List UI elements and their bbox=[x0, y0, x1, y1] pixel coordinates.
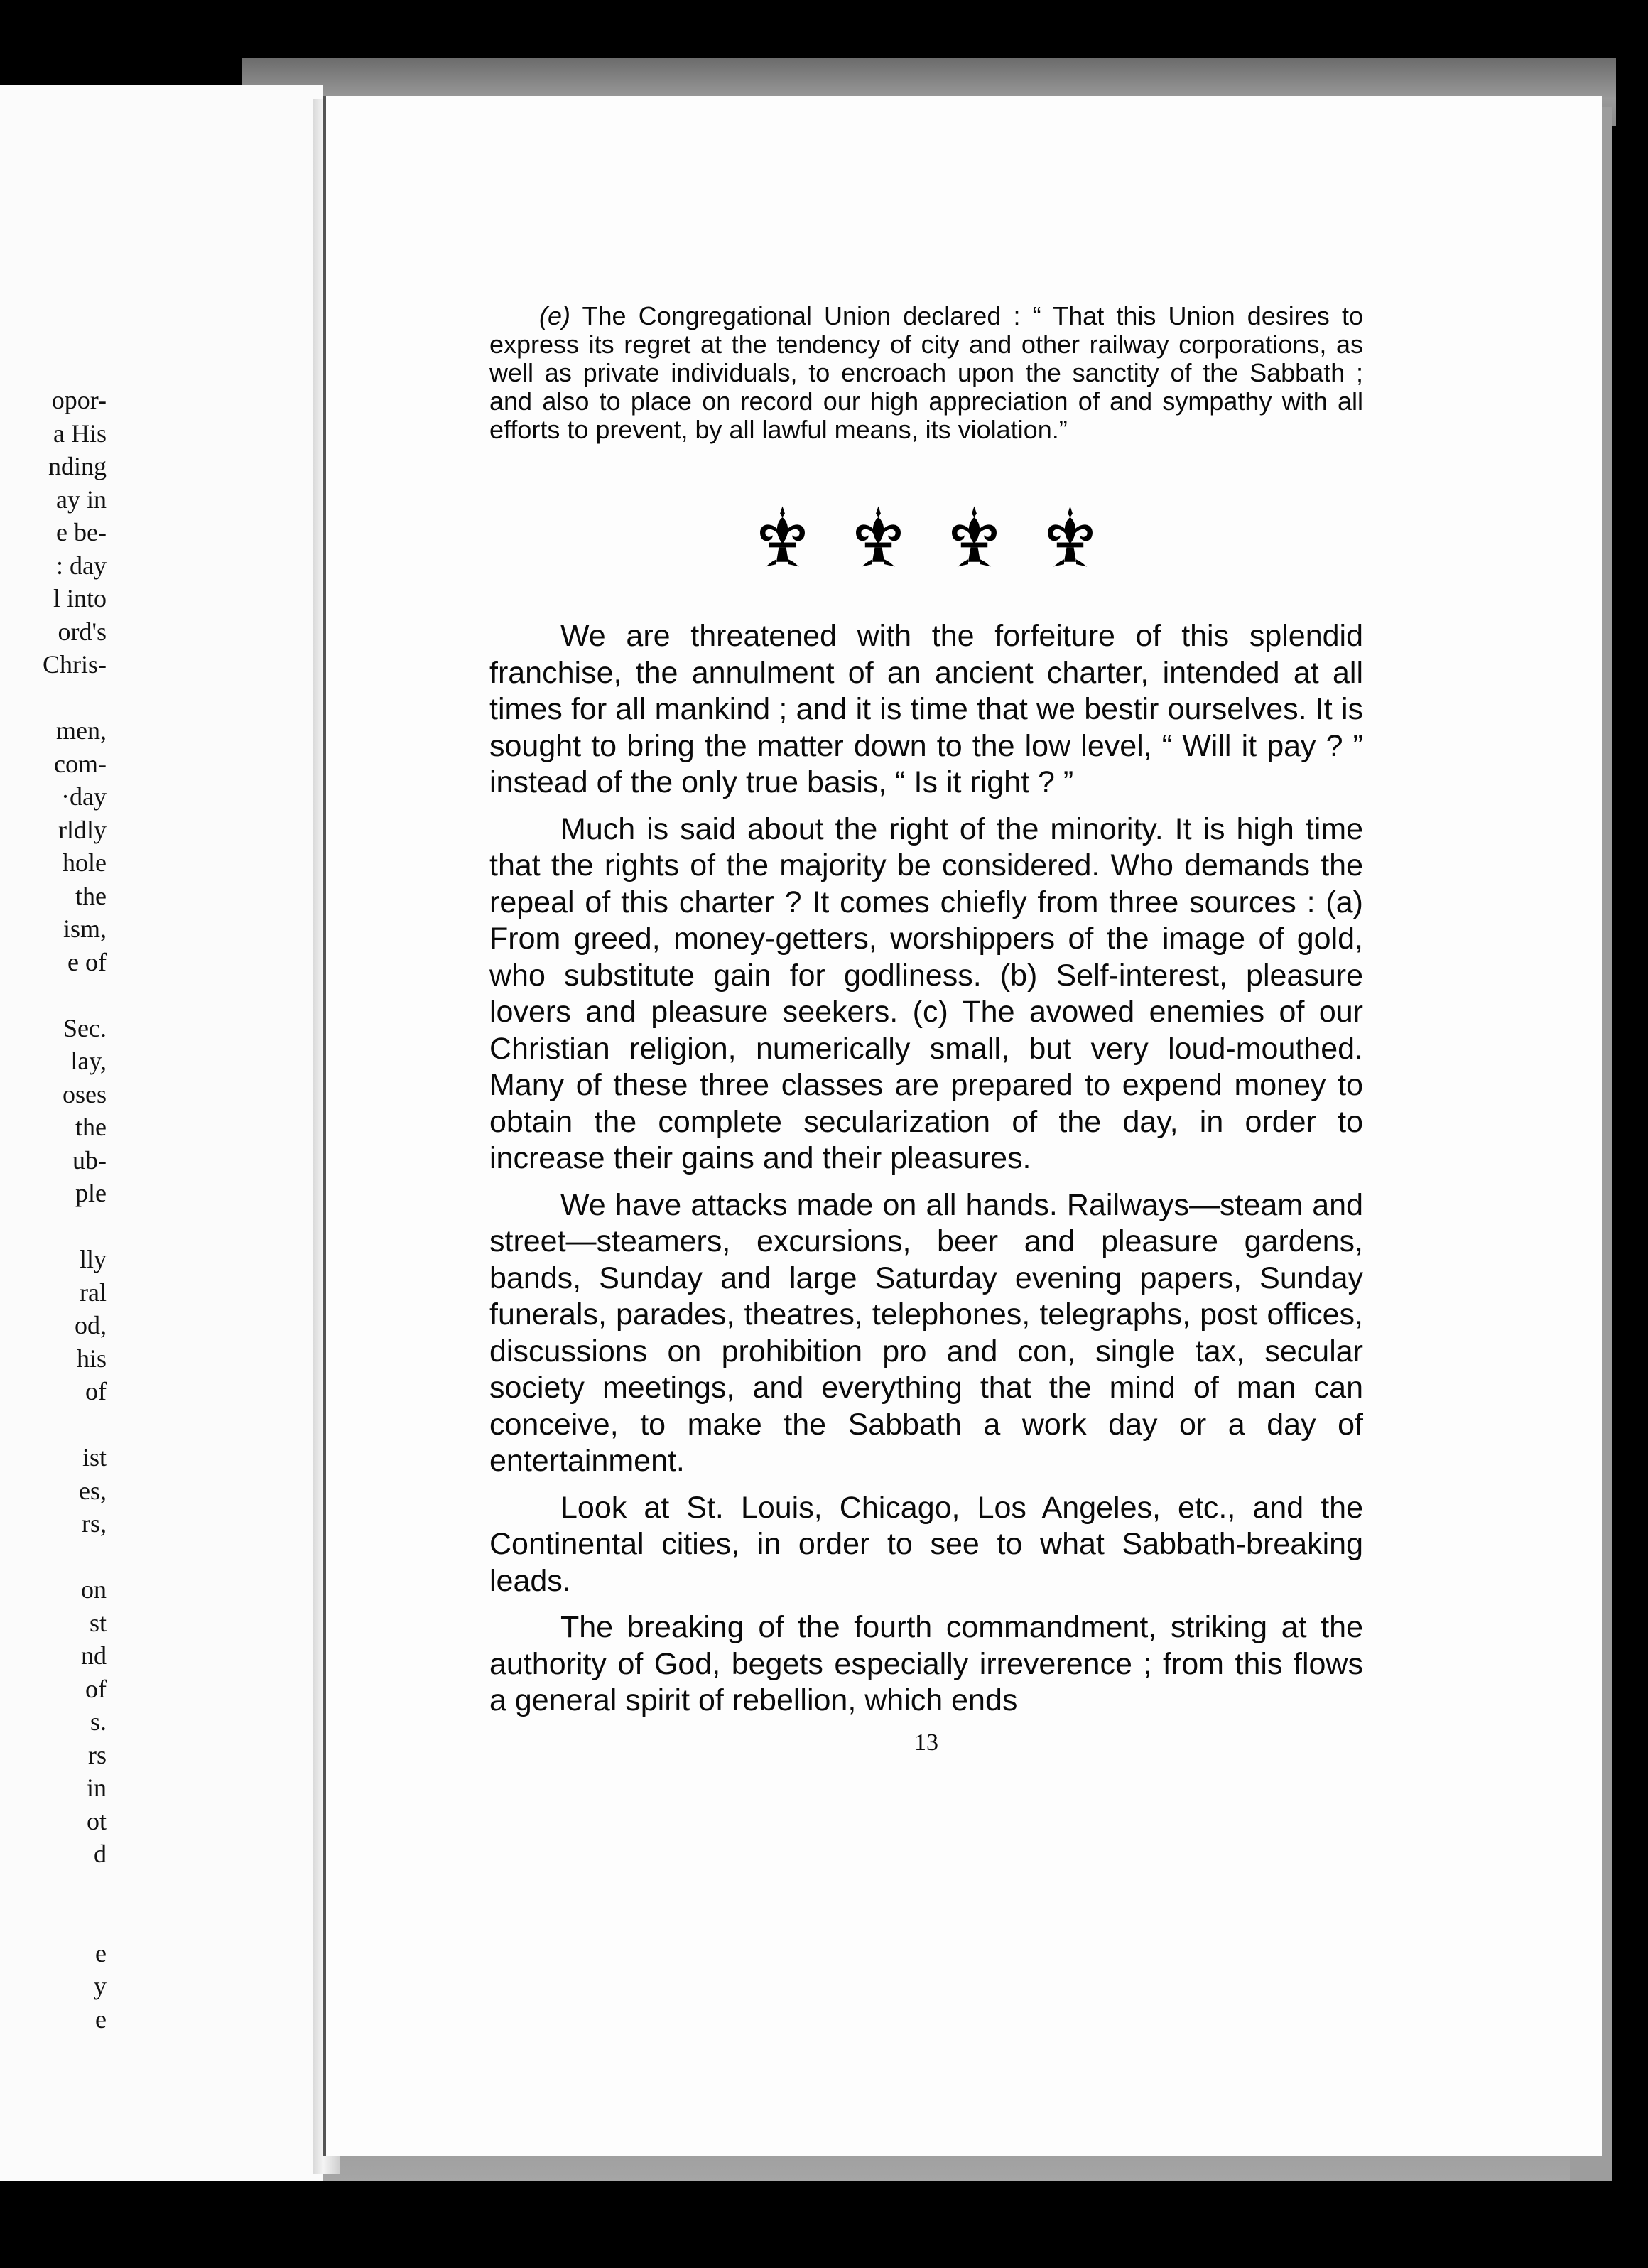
quote-text: The Congregational Union declared : “ That this Union desires to express its regret at the tendency of city and other railway corporations, as well as private individuals, to encroach upon the sanctity of the Sabbath ; and also to place on record our high appreciation of and sympathy with all efforts to prevent, by all lawful means, its violation.” bbox=[489, 301, 1363, 444]
body-paragraph: The breaking of the fourth commandment, striking at the authority of God, begets especially irreverence ; from this flows a general spirit of rebellion, which ends bbox=[489, 1610, 1363, 1717]
facing-page bbox=[0, 85, 323, 2181]
fleur-de-lis-icon bbox=[1040, 501, 1100, 568]
page-content bbox=[489, 302, 1363, 1756]
facing-page-text: opor- a His nding ay in e be- : day l into ord's Chris- men, com- ·day rldly hole the ism, e of Sec. lay, oses the ub- ple lly ral od, his of ist es, rs, on st nd of s. rs in ot d e y e bbox=[43, 386, 107, 2034]
body-paragraph: Look at St. Louis, Chicago, Los Angeles, etc., and the Continental cities, in order to see to what Sabbath-breaking leads. bbox=[489, 1490, 1363, 1598]
fleur-de-lis-icon bbox=[752, 501, 813, 568]
body-paragraph: Much is said about the right of the minority. It is high time that the rights of the majority be considered. Who demands the repeal of this charter ? It comes chiefly from three sources : (a) From greed, money-getters, worshippers of the image of gold, who substitute gain for godliness. (b) Self-interest, pleasure lovers and pleasure seekers. (c) The avowed enemies of our Christian religion, numerically small, but very loud-mouthed. Many of these three classes are prepared to expend money to obtain the complete secularization of the day, in order to increase their gains and their pleasures. bbox=[489, 811, 1363, 1175]
body-paragraph: We have attacks made on all hands. Railways—steam and street—steamers, excursions, beer and pleasure gardens, bands, Sunday and large Saturday evening papers, Sunday funerals, parades, theatres, telephones, telegraphs, post offices, discussions on prohibition pro and con, single tax, secular society meetings, and everything that the mind of man can conceive, to make the Sabbath a work day or a day of entertainment. bbox=[489, 1187, 1363, 1478]
quoted-resolution bbox=[489, 302, 1363, 444]
fleur-de-lis-icon bbox=[848, 501, 909, 568]
ornament-row bbox=[489, 501, 1363, 568]
fleur-de-lis-icon bbox=[944, 501, 1004, 568]
body-paragraph: We are threatened with the forfeiture of this splendid franchise, the annulment of an ancient charter, intended at all times for all mankind ; and it is time that we bestir ourselves. It is sought to bring the matter down to the low level, “ Will it pay ? ” instead of the only true basis, “ Is it right ? ” bbox=[489, 619, 1363, 799]
page-number: 13 bbox=[914, 1729, 938, 1756]
book-page bbox=[323, 96, 1602, 2156]
quote-label: (e) bbox=[539, 301, 570, 330]
